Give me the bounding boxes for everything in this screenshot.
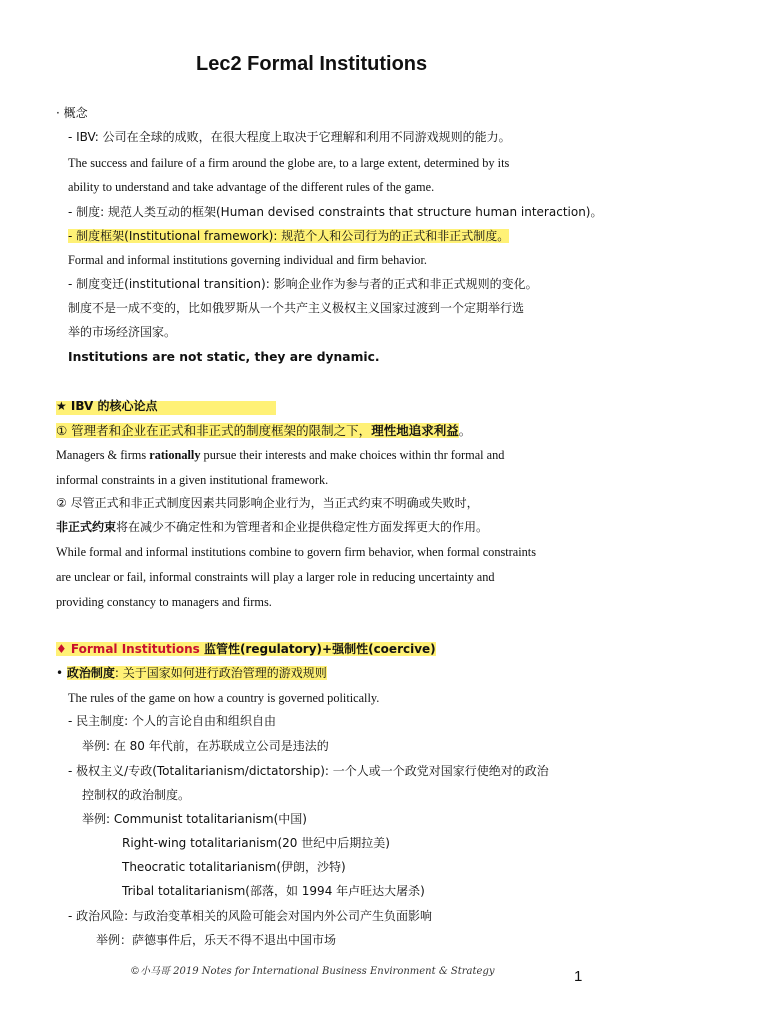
ibv-english-line-2: ability to understand and take advantage of the different rules of the game. xyxy=(68,180,435,194)
core-point-1-english-line-1 xyxy=(56,448,504,463)
totalitarianism-example-4: Tribal totalitarianism(部落，如 1994 年卢旺达大屠杀) xyxy=(122,884,425,898)
ibv-english-line-1: The success and failure of a firm around the globe are, to a large extent, determined by its xyxy=(68,156,510,170)
democracy-definition: - 民主制度: 个人的言论自由和组织自由 xyxy=(68,714,277,728)
core-point-1 xyxy=(56,423,471,439)
framework-definition xyxy=(68,229,509,244)
core-point-2-line-2 xyxy=(56,520,488,535)
political-risk-example: 举例：萨德事件后，乐天不得不退出中国市场 xyxy=(96,933,337,947)
institution-definition: - 制度: 规范人类互动的框架(Human devised constraints that structure human interaction)。 xyxy=(68,205,603,219)
core-point-2-english-line-3: providing constancy to managers and firms. xyxy=(56,595,272,609)
framework-highlight: - 制度框架(Institutional framework): 规范个人和公司行为的正式和非正式制度。 xyxy=(68,229,510,243)
core-p1-en-bold: rationally xyxy=(149,448,201,462)
core-point-2-rest: 将在减少不确定性和为管理者和企业提供稳定性方面发挥更大的作用。 xyxy=(116,520,489,534)
totalitarianism-example-1: 举例: Communist totalitarianism(中国) xyxy=(82,812,307,826)
democracy-example: 举例: 在 80 年代前，在苏联成立公司是违法的 xyxy=(82,739,329,753)
concept-heading: · 概念 xyxy=(56,106,88,120)
core-point-2-english-line-1: While formal and informal institutions combine to govern firm behavior, when formal constraints xyxy=(56,545,536,559)
framework-english: Formal and informal institutions governing individual and firm behavior. xyxy=(68,253,427,267)
political-system-term: 政治制度 xyxy=(66,666,115,680)
core-point-1-end: 。 xyxy=(458,423,472,438)
transition-chinese-line-2: 举的市场经济国家。 xyxy=(68,325,177,339)
formal-heading-types: 监管性(regulatory)+强制性(coercive) xyxy=(199,642,436,656)
ibv-definition: - IBV: 公司在全球的成败，在很大程度上取决于它理解和利用不同游戏规则的能力。 xyxy=(68,130,511,144)
institutions-dynamic-statement: Institutions are not static, they are dynamic. xyxy=(68,350,380,364)
page-number: 1 xyxy=(574,968,583,985)
footer-copyright: ©小马哥 2019 Notes for International Business Environment & Strategy xyxy=(130,966,495,977)
totalitarianism-definition-line-2: 控制权的政治制度。 xyxy=(82,788,191,802)
core-p1-en-a: Managers & firms xyxy=(56,448,150,462)
core-heading: ★ IBV 的核心论点 xyxy=(56,399,158,413)
political-system-english: The rules of the game on how a country is governed politically. xyxy=(68,691,380,705)
transition-chinese-line-1: 制度不是一成不变的，比如俄罗斯从一个共产主义极权主义国家过渡到一个定期举行选 xyxy=(68,301,525,315)
formal-institutions-heading xyxy=(56,642,436,657)
core-point-2-bold: 非正式约束 xyxy=(56,520,117,534)
totalitarianism-definition-line-1: - 极权主义/专政(Totalitarianism/dictatorship): 一个人或一个政党对国家行使绝对的政治 xyxy=(68,764,549,778)
core-point-1-english-line-2: informal constraints in a given institutional framework. xyxy=(56,473,329,487)
core-point-2: ② 尽管正式和非正式制度因素共同影响企业行为，当正式约束不明确或失败时， xyxy=(56,496,479,510)
page-title: Lec2 Formal Institutions xyxy=(196,53,428,75)
transition-definition: - 制度变迁(institutional transition): 影响企业作为参与者的正式和非正式规则的变化。 xyxy=(68,277,538,291)
political-bullet: • xyxy=(56,666,67,680)
core-p1-en-c: pursue their interests and make choices within thr formal and xyxy=(200,448,505,462)
core-point-2-english-line-2: are unclear or fail, informal constraints will play a larger role in reducing uncertainty and xyxy=(56,570,495,584)
core-point-1-bold: 理性地追求利益 xyxy=(371,423,459,438)
political-system-desc: : 关于国家如何进行政治管理的游戏规则 xyxy=(114,666,327,680)
formal-heading-red: ♦ Formal Institutions xyxy=(56,642,200,656)
core-point-1-highlight: ① 管理者和企业在正式和非正式的制度框架的限制之下， xyxy=(56,423,372,438)
political-system-definition xyxy=(56,666,327,681)
totalitarianism-example-2: Right-wing totalitarianism(20 世纪中后期拉美) xyxy=(122,836,390,850)
totalitarianism-example-3: Theocratic totalitarianism(伊朗，沙特) xyxy=(122,860,346,874)
political-risk-definition: - 政治风险: 与政治变革相关的风险可能会对国内外公司产生负面影响 xyxy=(68,909,433,923)
